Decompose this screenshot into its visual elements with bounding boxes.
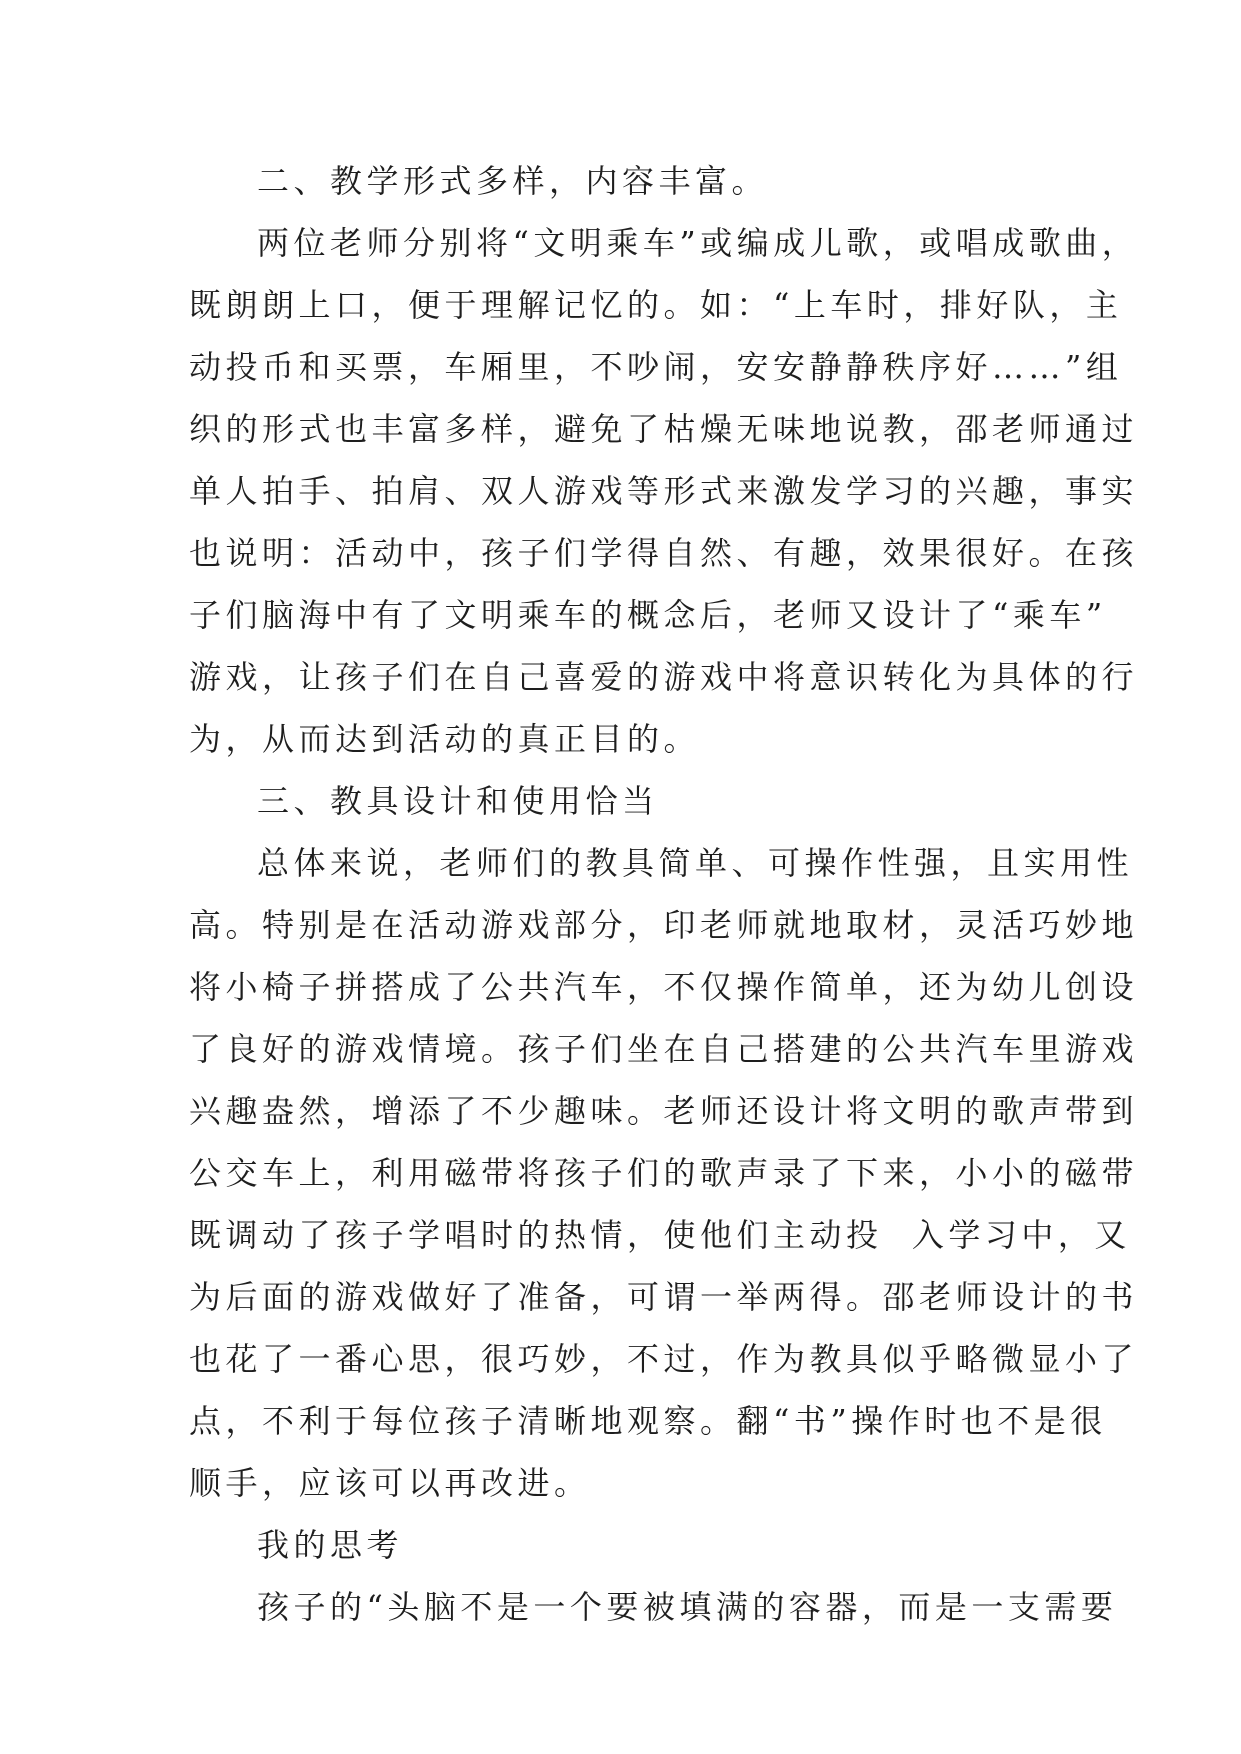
paragraph-line: 将小椅子拼搭成了公共汽车，不仅操作简单，还为幼儿创设 [189, 968, 1139, 1006]
paragraph-line: 织的形式也丰富多样，避免了枯燥无味地说教，邵老师通过 [189, 410, 1139, 448]
paragraph-line: 两位老师分别将“文明乘车”或编成儿歌，或唱成歌曲， [257, 224, 1139, 262]
paragraph-line: 了良好的游戏情境。孩子们坐在自己搭建的公共汽车里游戏 [189, 1030, 1139, 1068]
paragraph-line: 高。特别是在活动游戏部分，印老师就地取材，灵活巧妙地 [189, 906, 1139, 944]
paragraph-line: 公交车上，利用磁带将孩子们的歌声录了下来，小小的磁带 [189, 1154, 1139, 1192]
section-heading: 二、教学形式多样，内容丰富。 [257, 162, 769, 200]
paragraph-line: 总体来说，老师们的教具简单、可操作性强，且实用性 [257, 844, 1134, 882]
section-heading: 我的思考 [257, 1526, 404, 1564]
paragraph-line: 顺手，应该可以再改进。 [189, 1464, 591, 1502]
paragraph-line: 也说明：活动中，孩子们学得自然、有趣，效果很好。在孩 [189, 534, 1139, 572]
paragraph-line: 单人拍手、拍肩、双人游戏等形式来激发学习的兴趣，事实 [189, 472, 1139, 510]
paragraph-line: 点，不利于每位孩子清晰地观察。翻“书”操作时也不是很 [189, 1402, 1107, 1440]
paragraph-line: 既朗朗上口，便于理解记忆的。如：“上车时，排好队，主 [189, 286, 1123, 324]
paragraph-line: 为，从而达到活动的真正目的。 [189, 720, 701, 758]
paragraph-line: 孩子的“头脑不是一个要被填满的容器，而是一支需要 [257, 1588, 1118, 1626]
paragraph-line: 子们脑海中有了文明乘车的概念后，老师又设计了“乘车” [189, 596, 1107, 634]
paragraph-line: 既调动了孩子学唱时的热情，使他们主动投 入学习中，又 [189, 1216, 1131, 1254]
document-body [189, 150, 1139, 1638]
paragraph-line: 动投币和买票，车厢里，不吵闹，安安静静秩序好……”组 [189, 348, 1123, 386]
paragraph-line: 兴趣盎然，增添了不少趣味。老师还设计将文明的歌声带到 [189, 1092, 1139, 1130]
section-heading: 三、教具设计和使用恰当 [257, 782, 659, 820]
paragraph-line: 游戏，让孩子们在自己喜爱的游戏中将意识转化为具体的行 [189, 658, 1139, 696]
paragraph-line: 为后面的游戏做好了准备，可谓一举两得。邵老师设计的书 [189, 1278, 1139, 1316]
paragraph-line: 也花了一番心思，很巧妙，不过，作为教具似乎略微显小了 [189, 1340, 1139, 1378]
